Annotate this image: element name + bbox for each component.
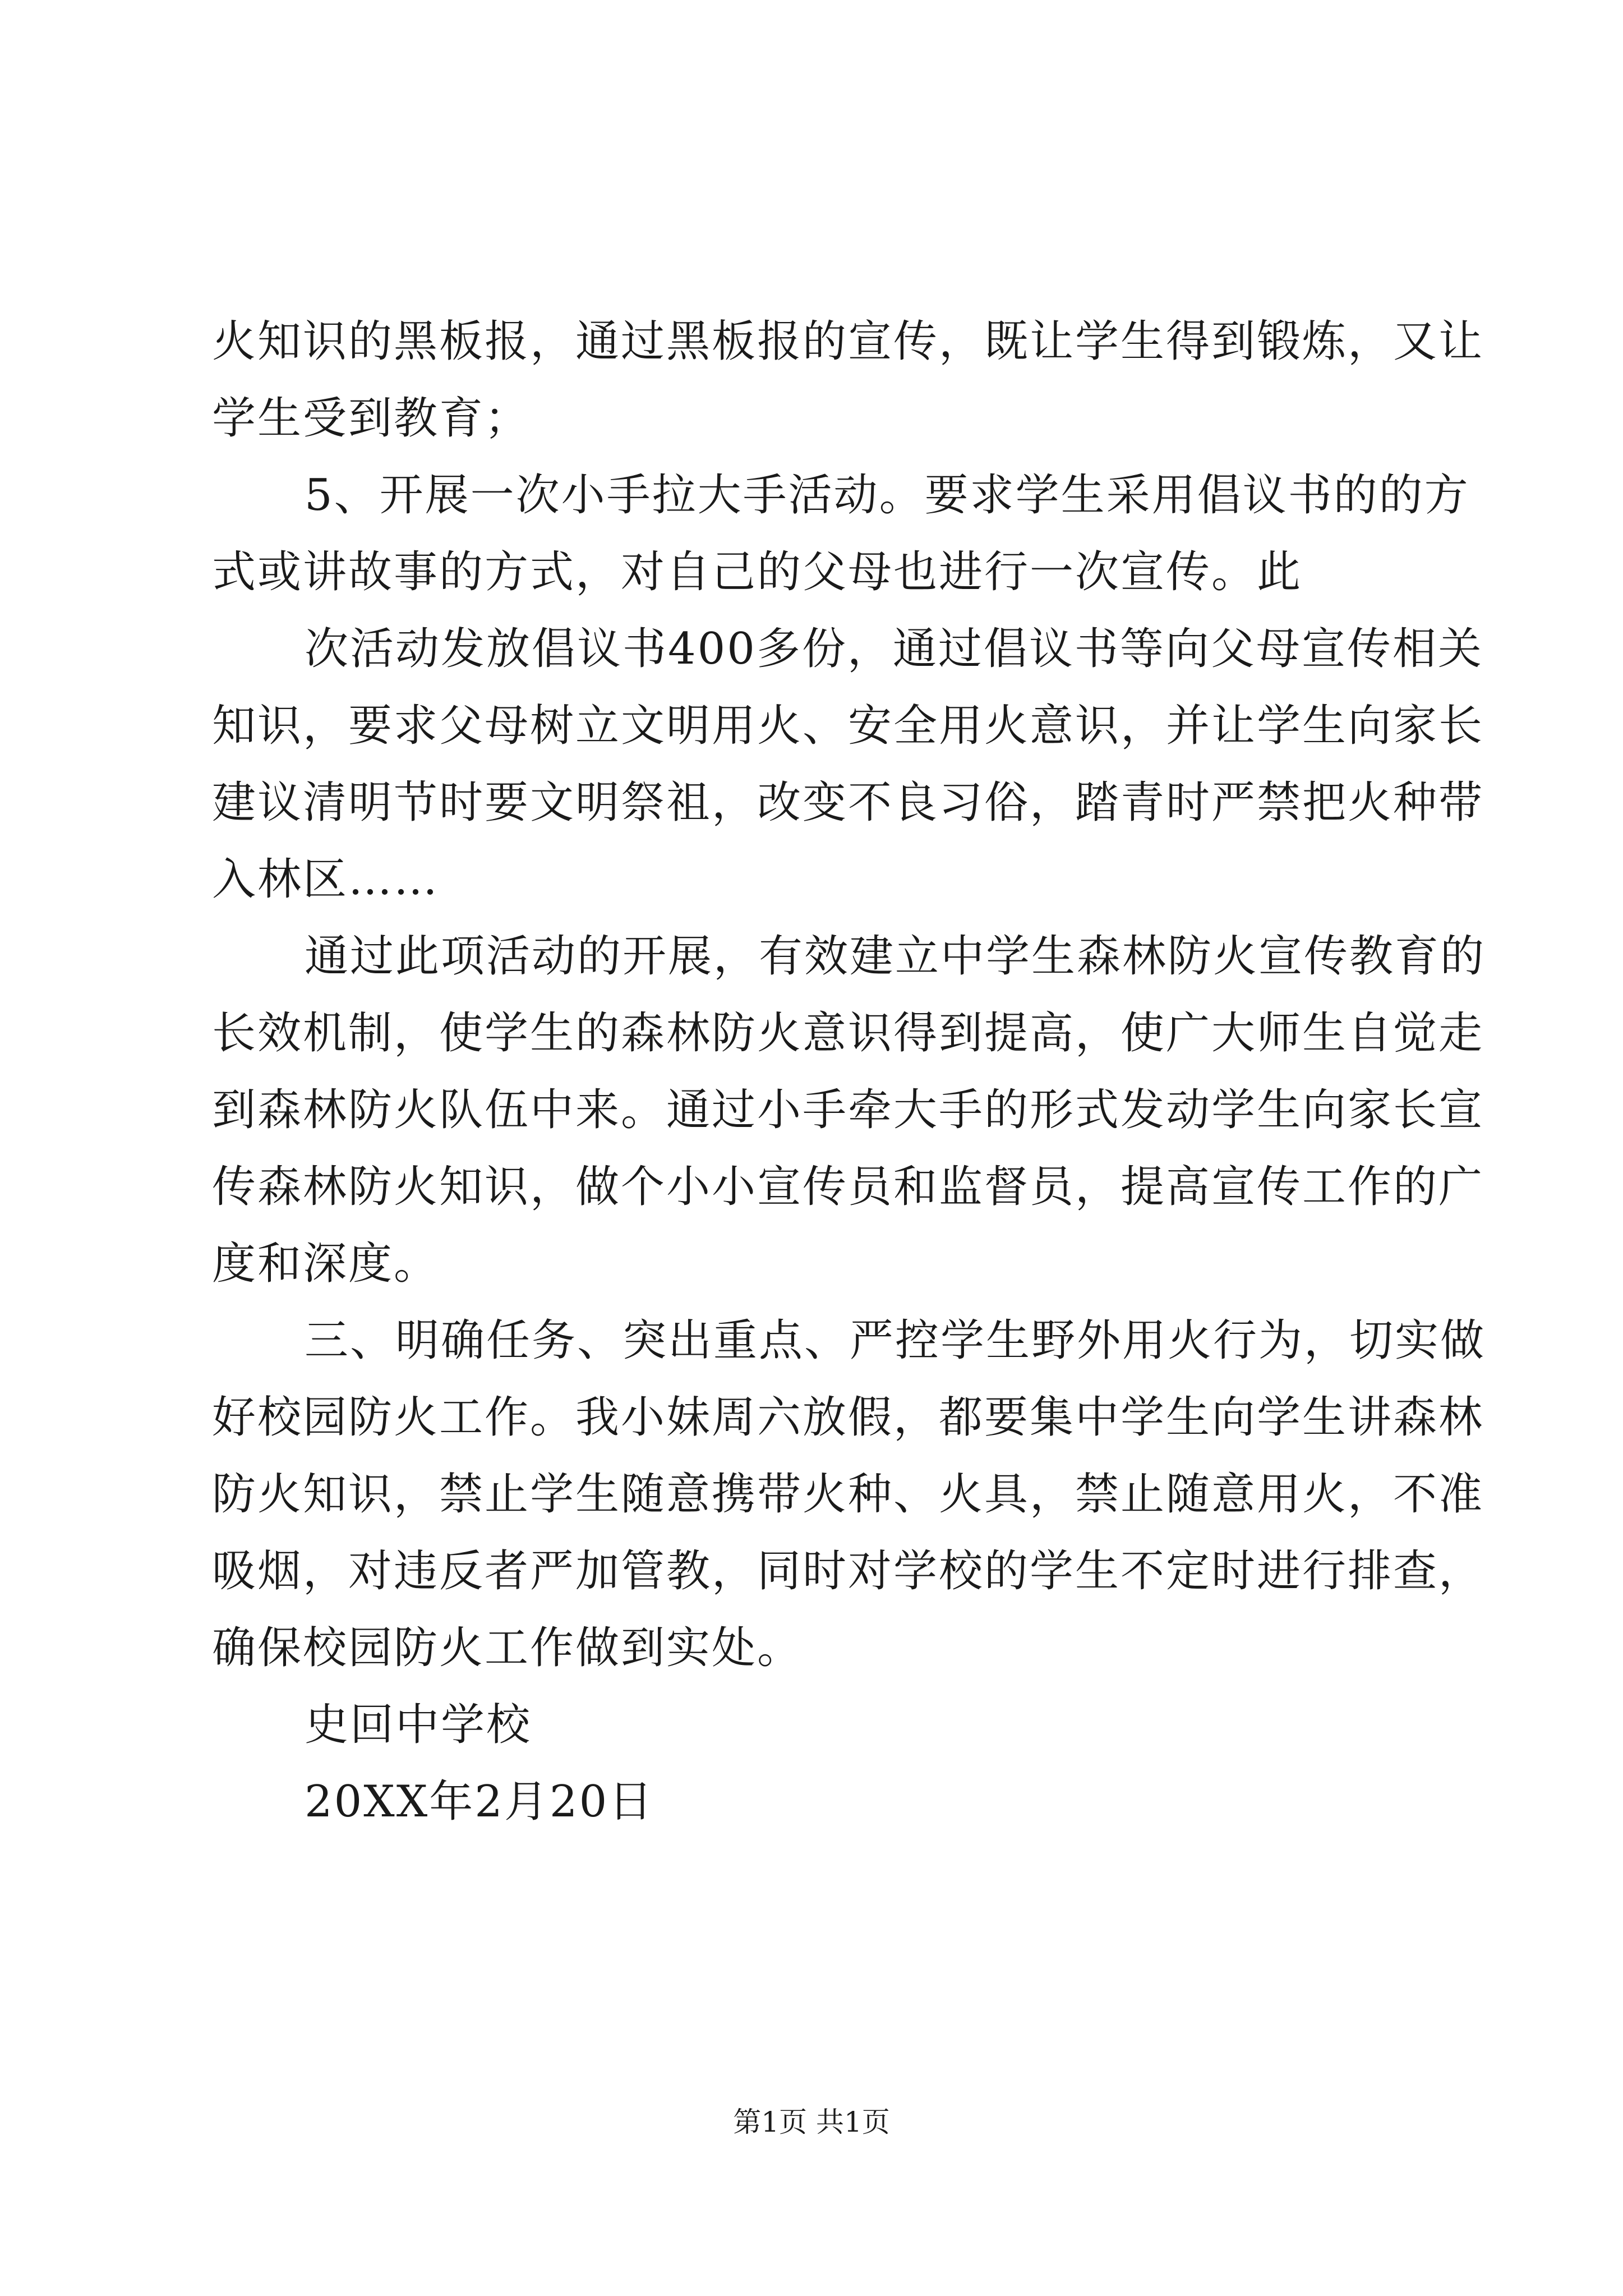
text-line: 式或讲故事的方式，对自己的父母也进行一次宣传。此 [212,547,1303,597]
signature-school: 史回中学校 [305,1700,532,1750]
text-line: 度和深度。 [212,1239,440,1289]
text-line: 传森林防火知识，做个小小宣传员和监督员，提高宣传工作的广 [212,1162,1484,1212]
text-line: 确保校园防火工作做到实处。 [212,1623,803,1673]
text-line: 入林区…… [212,854,440,905]
text-line: 三、明确任务、突出重点、严控学生野外用火行为，切实做 [305,1315,1486,1366]
text-line: 好校园防火工作。我小妹周六放假，都要集中学生向学生讲森林 [212,1392,1484,1443]
text-line: 学生受到教育； [212,393,531,444]
text-line: 吸烟，对违反者严加管教，同时对学校的学生不定时进行排查， [212,1546,1484,1596]
text-line: 知识，要求父母树立文明用火、安全用火意识，并让学生向家长 [212,701,1484,751]
text-line: 火知识的黑板报，通过黑板报的宣传，既让学生得到锻炼，又让 [212,316,1484,367]
page-number: 第1页 共1页 [733,2106,890,2138]
text-line: 到森林防火队伍中来。通过小手牵大手的形式发动学生向家长宣 [212,1085,1484,1135]
text-line: 5、开展一次小手拉大手活动。要求学生采用倡议书的的方 [305,470,1470,521]
text-line: 次活动发放倡议书400多份，通过倡议书等向父母宣传相关 [305,624,1483,674]
text-line: 防火知识，禁止学生随意携带火种、火具，禁止随意用火，不准 [212,1469,1484,1520]
text-line: 长效机制，使学生的森林防火意识得到提高，使广大师生自觉走 [212,1008,1484,1059]
text-line: 通过此项活动的开展，有效建立中学生森林防火宣传教育的 [305,931,1486,982]
text-line: 建议清明节时要文明祭祖，改变不良习俗，踏青时严禁把火种带 [212,777,1484,828]
signature-date: 20XX年2月20日 [305,1777,654,1827]
